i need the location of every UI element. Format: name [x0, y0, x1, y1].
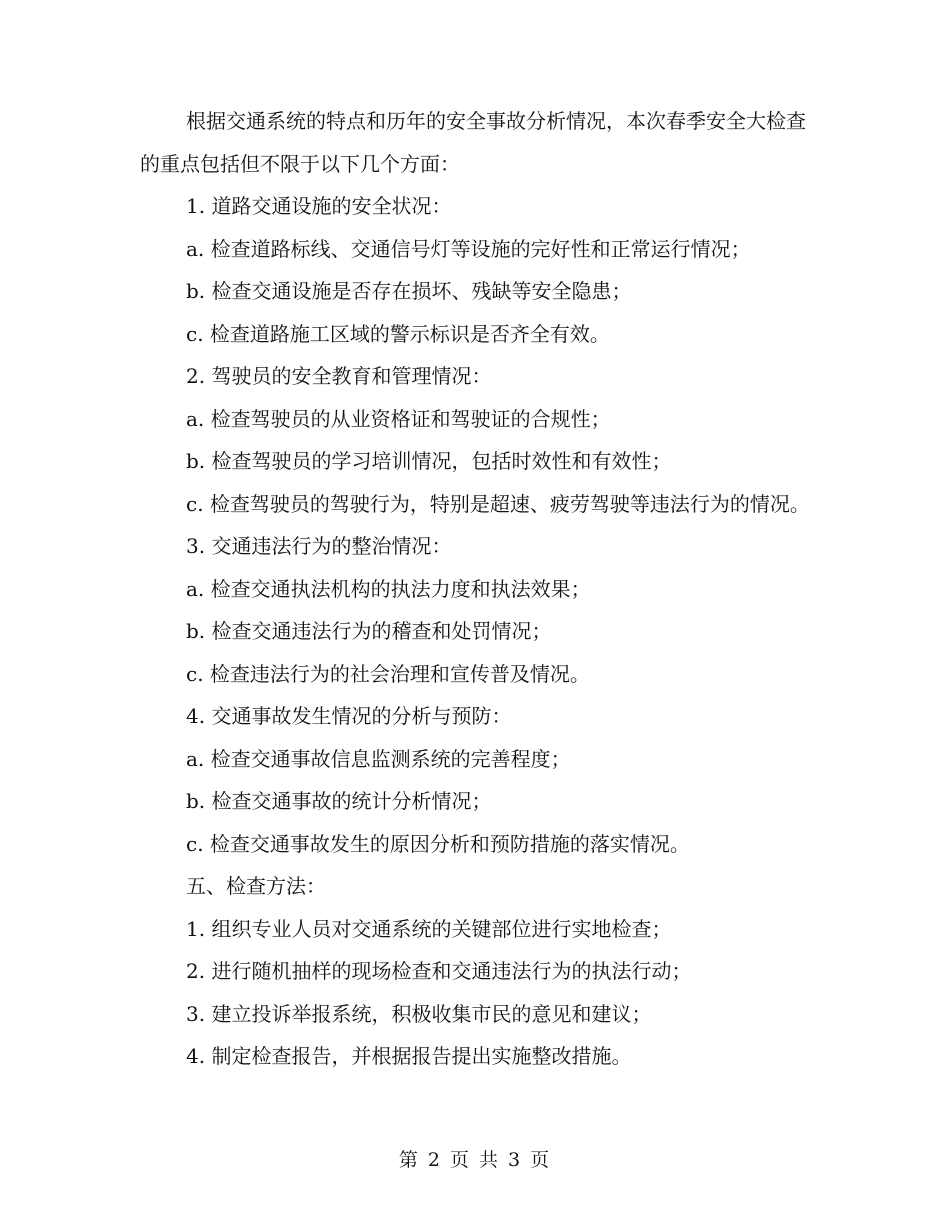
section-2-item-a: a. 检查驾驶员的从业资格证和驾驶证的合规性； [186, 406, 611, 431]
section-4-item-c: c. 检查交通事故发生的原因分析和预防措施的落实情况。 [186, 831, 690, 856]
section-1-item-a: a. 检查道路标线、交通信号灯等设施的完好性和正常运行情况； [186, 236, 751, 261]
document-body [140, 100, 820, 1078]
section-4-item-b: b. 检查交通事故的统计分析情况； [186, 789, 492, 813]
page-number-footer: 第 2 页 共 3 页 [398, 1149, 552, 1171]
section-1-item-b: b. 检查交通设施是否存在损坏、残缺等安全隐患； [186, 279, 632, 303]
section-2-item-b: b. 检查驾驶员的学习培训情况，包括时效性和有效性； [186, 449, 672, 473]
section-4-item-a: a. 检查交通事故信息监测系统的完善程度； [186, 746, 571, 771]
section-3-item-c: c. 检查违法行为的社会治理和宣传普及情况。 [186, 661, 590, 686]
section-1-heading: 1. 道路交通设施的安全状况： [186, 194, 452, 218]
section-3-heading: 3. 交通违法行为的整治情况： [186, 534, 452, 558]
intro-paragraph: 根据交通系统的特点和历年的安全事故分析情况，本次春季安全大检查的重点包括但不限于以下几个方面： [140, 109, 806, 176]
section-1-item-c: c. 检查道路施工区域的警示标识是否齐全有效。 [186, 321, 610, 346]
methods-heading: 五、检查方法： [186, 874, 326, 898]
section-3-item-a: a. 检查交通执法机构的执法力度和执法效果； [186, 576, 591, 601]
section-4-heading: 4. 交通事故发生情况的分析与预防： [186, 704, 512, 728]
section-2-heading: 2. 驾驶员的安全教育和管理情况： [186, 364, 492, 388]
method-item-1: 1. 组织专业人员对交通系统的关键部位进行实地检查； [186, 916, 672, 941]
section-2-item-c: c. 检查驾驶员的驾驶行为，特别是超速、疲劳驾驶等违法行为的情况。 [186, 491, 810, 516]
method-item-2: 2. 进行随机抽样的现场检查和交通违法行为的执法行动； [186, 959, 692, 983]
section-3-item-b: b. 检查交通违法行为的稽查和处罚情况； [186, 619, 552, 643]
method-item-4: 4. 制定检查报告，并根据报告提出实施整改措施。 [186, 1044, 632, 1068]
method-item-3: 3. 建立投诉举报系统，积极收集市民的意见和建议； [186, 1001, 652, 1026]
